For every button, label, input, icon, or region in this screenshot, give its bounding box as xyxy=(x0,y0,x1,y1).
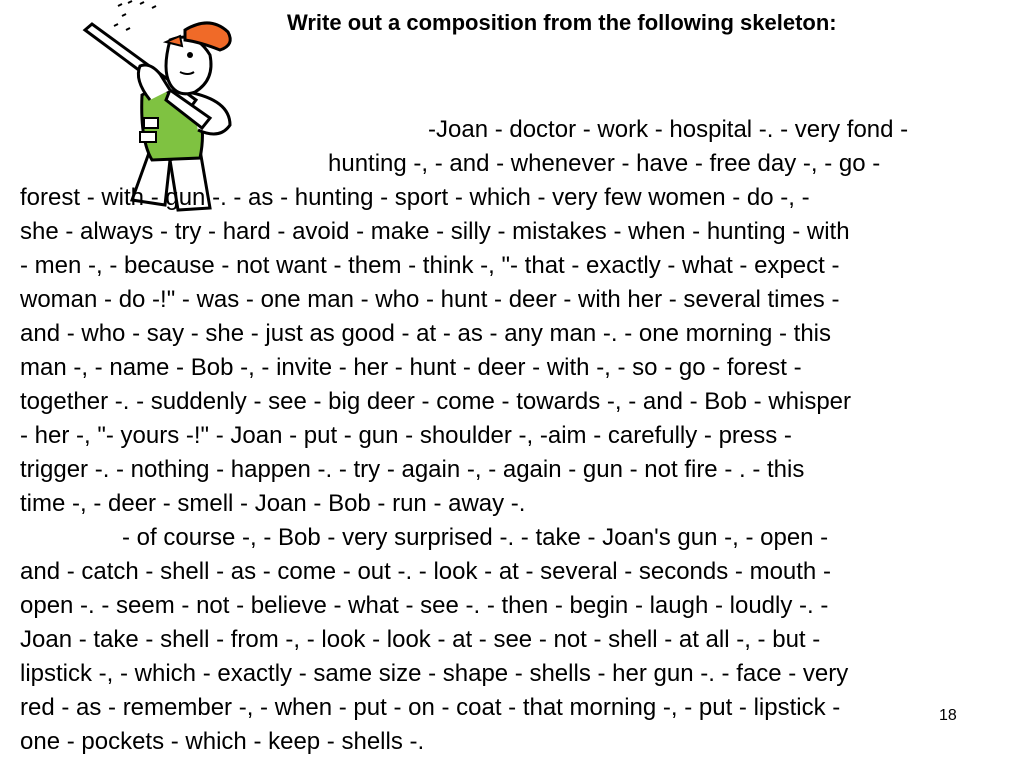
body-line: man -, - name - Bob -, - invite - her - hunt - deer - with -, - so - go - forest - xyxy=(20,354,802,381)
body-line: woman - do -!" - was - one man - who - hunt - deer - with her - several times - xyxy=(20,286,840,313)
body-line: and - who - say - she - just as good - at - as - any man -. - one morning - this xyxy=(20,320,831,347)
body-line: - men -, - because - not want - them - think -, "- that - exactly - what - expect - xyxy=(20,252,840,279)
body-line: Joan - take - shell - from -, - look - look - at - see - not - shell - at all -, - but - xyxy=(20,626,821,653)
body-line: she - always - try - hard - avoid - make - silly - mistakes - when - hunting - with xyxy=(20,218,850,245)
body-line: lipstick -, - which - exactly - same size - shape - shells - her gun -. - face - very xyxy=(20,660,849,687)
body-line: trigger -. - nothing - happen -. - try - again -, - again - gun - not fire - . - this xyxy=(20,456,805,483)
slide-title: Write out a composition from the following skeleton: xyxy=(287,10,837,35)
body-line: forest - with - gun -. - as - hunting - sport - which - very few women - do -, - xyxy=(20,184,810,211)
body-line: time -, - deer - smell - Joan - Bob - run - away -. xyxy=(20,490,526,517)
body-line: red - as - remember -, - when - put - on - coat - that morning -, - put - lipstick - xyxy=(20,694,841,721)
page-number: 18 xyxy=(939,707,957,724)
body-line: - of course -, - Bob - very surprised -. - take - Joan's gun -, - open - xyxy=(122,524,829,551)
body-line: together -. - suddenly - see - big deer - come - towards -, - and - Bob - whisper xyxy=(20,388,852,415)
body-line: -Joan - doctor - work - hospital -. - very fond - xyxy=(428,116,909,143)
body-line: - her -, "- yours -!" - Joan - put - gun - shoulder -, -aim - carefully - press - xyxy=(20,422,792,449)
body-line: and - catch - shell - as - come - out -. - look - at - several - seconds - mouth - xyxy=(20,558,831,585)
body-line: one - pockets - which - keep - shells -. xyxy=(20,728,425,755)
body-line: hunting -, - and - whenever - have - free day -, - go - xyxy=(328,150,881,177)
body-line: open -. - seem - not - believe - what - see -. - then - begin - laugh - loudly -. - xyxy=(20,592,829,619)
